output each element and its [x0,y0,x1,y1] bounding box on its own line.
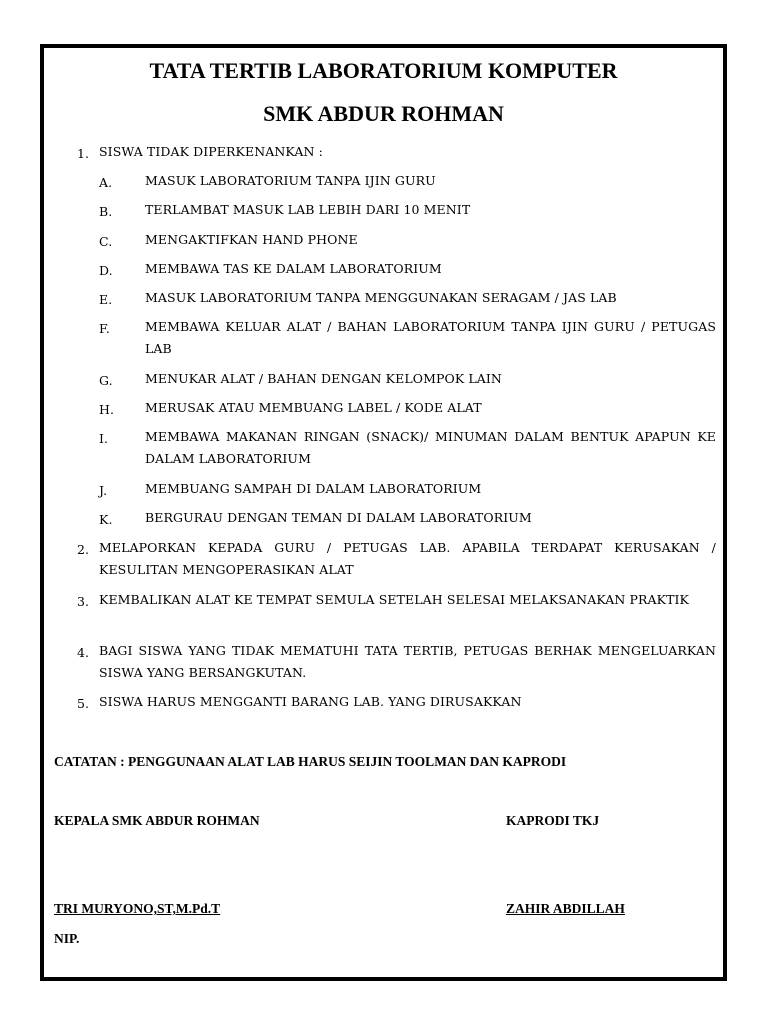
subitem-letter: K. [99,512,113,527]
rule-item: BAGI SISWA YANG TIDAK MEMATUHI TATA TERTIB, PETUGAS BERHAK MENGELUARKAN SISWA YANG BERSANGKUTAN. [99,643,716,680]
item-number: 2. [77,542,90,557]
subitem-letter: G. [99,373,113,388]
catatan-note: CATATAN : PENGGUNAAN ALAT LAB HARUS SEIJIN TOOLMAN DAN KAPRODI [54,754,567,769]
subitem-letter: D. [99,263,113,278]
rule-item: MELAPORKAN KEPADA GURU / PETUGAS LAB. APABILA TERDAPAT KERUSAKAN / KESULITAN MENGOPERASIKAN ALAT [99,540,716,577]
subitem-letter: I. [99,431,109,446]
right-signatory-name: ZAHIR ABDILLAH [506,901,625,916]
subitem-text: MEMBAWA TAS KE DALAM LABORATORIUM [145,261,442,276]
subitem-text: MEMBAWA KELUAR ALAT / BAHAN LABORATORIUM TANPA IJIN GURU / PETUGAS LAB [145,319,716,356]
subitem-text: MEMBAWA MAKANAN RINGAN (SNACK)/ MINUMAN DALAM BENTUK APAPUN KE DALAM LABORATORIUM [145,429,716,466]
subitem-text: MENUKAR ALAT / BAHAN DENGAN KELOMPOK LAIN [145,371,502,386]
subitem-letter: E. [99,292,113,307]
document-title: TATA TERTIB LABORATORIUM KOMPUTER [149,58,618,83]
school-name: SMK ABDUR ROHMAN [263,101,504,126]
subitem-text: MASUK LABORATORIUM TANPA IJIN GURU [145,173,436,188]
item-number: 5. [77,696,90,711]
subitem-text: MERUSAK ATAU MEMBUANG LABEL / KODE ALAT [145,400,482,415]
rule-item: KEMBALIKAN ALAT KE TEMPAT SEMULA SETELAH SELESAI MELAKSANAKAN PRAKTIK [99,592,689,607]
subitem-text: MENGAKTIFKAN HAND PHONE [145,232,358,247]
subitem-text: MASUK LABORATORIUM TANPA MENGGUNAKAN SERAGAM / JAS LAB [145,290,617,305]
subitem-letter: B. [99,204,113,219]
item-number: 1. [77,146,90,161]
subitem-letter: J. [99,483,108,498]
subitem-letter: F. [99,321,110,336]
subitem-text: MEMBUANG SAMPAH DI DALAM LABORATORIUM [145,481,482,496]
subitem-letter: H. [99,402,115,417]
item-number: 3. [77,594,90,609]
rule-item: SISWA TIDAK DIPERKENANKAN : [99,144,323,159]
document-border [40,44,727,981]
left-signatory-name: TRI MURYONO,ST,M.Pd.T [54,901,221,916]
subitem-letter: C. [99,234,113,249]
nip-label: NIP. [54,931,80,946]
right-signature-title: KAPRODI TKJ [506,813,600,828]
left-signature-title: KEPALA SMK ABDUR ROHMAN [54,813,260,828]
subitem-text: BERGURAU DENGAN TEMAN DI DALAM LABORATORIUM [145,510,532,525]
rule-item: SISWA HARUS MENGGANTI BARANG LAB. YANG DIRUSAKKAN [99,694,522,709]
subitem-text: TERLAMBAT MASUK LAB LEBIH DARI 10 MENIT [145,202,471,217]
subitem-letter: A. [99,175,113,190]
item-number: 4. [77,645,90,660]
